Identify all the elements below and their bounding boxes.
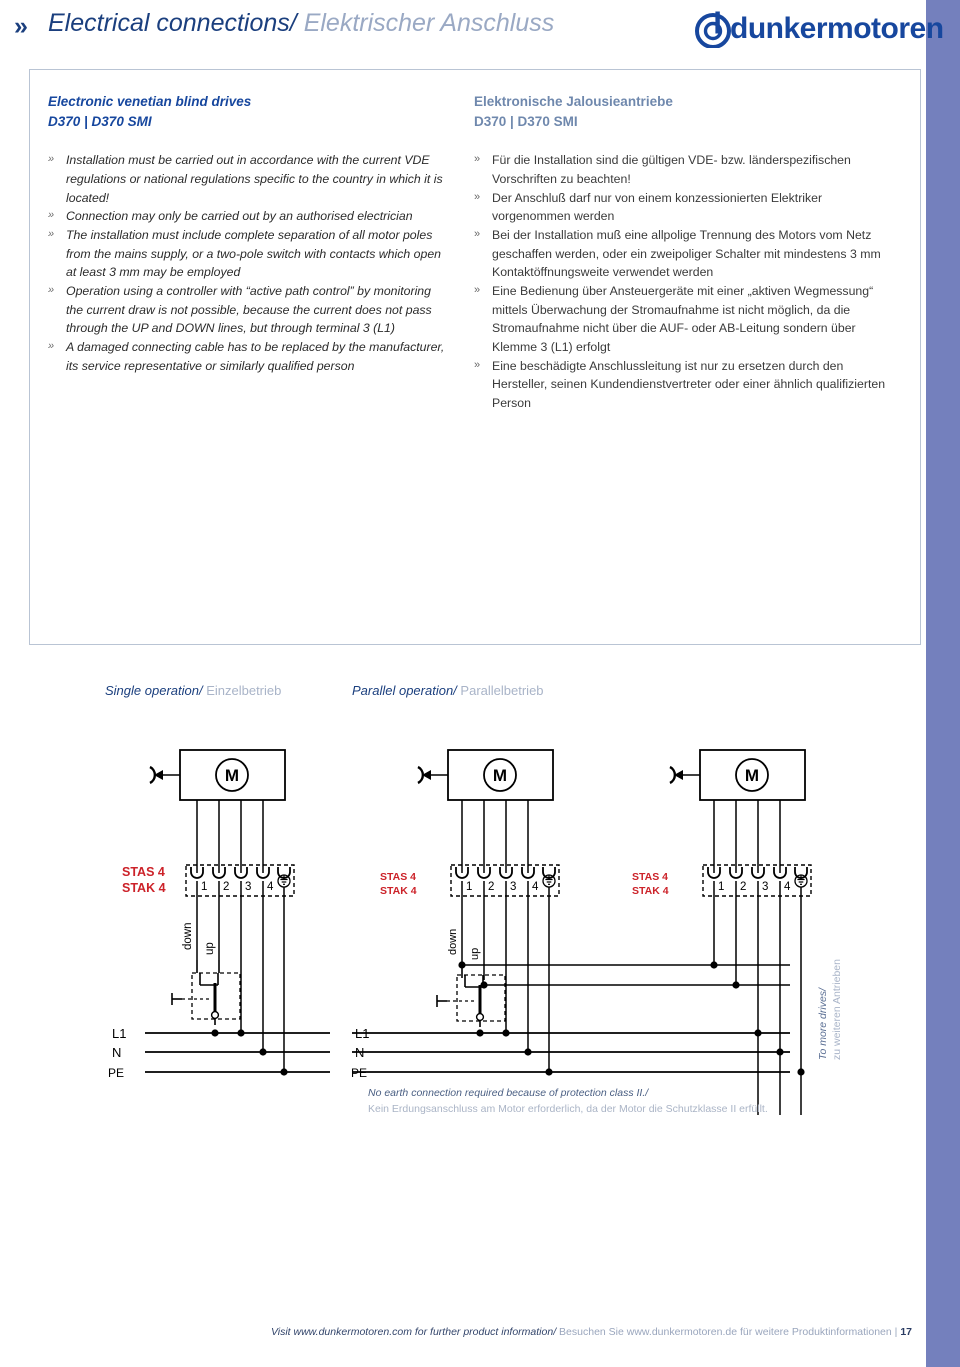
page-number: 17 [900, 1326, 912, 1338]
page-title [48, 8, 554, 38]
terminal-number-1: 1 [201, 881, 208, 893]
svg-text:STAK 4: STAK 4 [632, 885, 669, 897]
instructions-panel [29, 69, 921, 645]
dunkermotoren-logo [694, 9, 944, 49]
wiring-diagram: M 1 2 3 4 STAS 4 STAK 4 down up L1 N PE 1 2 3 4 STAS 4 STAK 4 down up L1 N PE 1 2 3 4 STAS 4 STAK 4 To more drives/ zu weiteren Antrieben [0, 660, 926, 1130]
svg-text:1: 1 [718, 881, 725, 893]
double-chevron-right-icon: » [14, 12, 25, 40]
diagram-footnote-de: Kein Erdungsanschluss am Motor erforderlich, da der Motor die Schutzklasse II erfüllt. [368, 1102, 768, 1115]
list-item [474, 189, 894, 226]
more-drives-label-de: zu weiteren Antrieben [831, 959, 843, 1060]
bullet-marker-icon: » [48, 227, 55, 240]
terminal-number-2: 2 [223, 881, 230, 893]
bullet-marker-icon: » [48, 283, 55, 296]
page-footer [0, 1326, 926, 1338]
list-item [474, 282, 894, 357]
list-item [48, 207, 448, 226]
english-bullet-list [48, 151, 448, 375]
svg-text:N: N [355, 1045, 365, 1060]
svg-text:4: 4 [784, 881, 791, 893]
logo-wordmark: dunkermotoren [730, 12, 944, 45]
bullet-marker-icon: » [48, 153, 55, 166]
more-drives-label-en: To more drives/ [817, 988, 829, 1060]
dunker-d-circle-icon [694, 10, 732, 48]
list-item-text: Installation must be carried out in accordance with the current VDE regulations or national regulations specific to the country in which it is located! [66, 153, 443, 205]
caption-parallel-operation-de: Parallelbetrieb [460, 683, 544, 698]
connector-label-stas: STAS 4 [122, 865, 165, 879]
caption-single-operation-de: Einzelbetrieb [206, 683, 282, 698]
svg-text:4: 4 [532, 881, 539, 893]
svg-text:STAS 4: STAS 4 [632, 871, 668, 883]
list-item-text: Operation using a controller with “active path control” by monitoring the current draw is not possible, because the current does not pass through the UP and DOWN lines, but through terminal 3 (L1) [66, 283, 432, 336]
list-item [48, 151, 448, 207]
caption-single-operation-en: Single operation/ [105, 683, 203, 698]
list-item [474, 151, 894, 188]
list-item-text: Connection may only be carried out by an authorised electrician [66, 209, 413, 224]
svg-text:L1: L1 [355, 1026, 370, 1041]
svg-text:STAK 4: STAK 4 [380, 885, 417, 897]
terminal-number-4: 4 [267, 881, 274, 893]
page-title-de: Elektrischer Anschluss [303, 9, 555, 37]
list-item [48, 282, 448, 338]
right-edge-decorative-bar [926, 0, 960, 1367]
svg-text:down: down [447, 928, 459, 955]
svg-text:up: up [469, 947, 481, 960]
parallel-operation-circuit-drive-b [632, 750, 811, 1115]
terminal-number-3: 3 [245, 881, 252, 893]
diagram-footnote [368, 1086, 768, 1118]
svg-text:2: 2 [488, 881, 495, 893]
diagram-footnote-en: No earth connection required because of protection class II./ [368, 1087, 649, 1099]
german-heading-line2: D370 | D370 SMI [474, 113, 578, 129]
german-bullet-list [474, 151, 894, 413]
english-heading-line2: D370 | D370 SMI [48, 113, 152, 129]
bus-label-l1: L1 [112, 1026, 127, 1041]
list-item-text: Eine beschädigte Anschlussleitung ist nur zu ersetzen durch den Hersteller, seinen Kundendienstvertreter oder einer ähnlich qualifizierten Person [492, 358, 886, 411]
german-section-heading [474, 92, 894, 131]
svg-text:3: 3 [510, 881, 517, 893]
instructions-column-german [474, 92, 894, 413]
footer-text-en: Visit www.dunkermotoren.com for further product information/ [270, 1326, 557, 1338]
bullet-marker-icon: » [474, 283, 481, 296]
bullet-marker-icon: » [48, 209, 55, 222]
wire-label-up: up [204, 942, 216, 955]
list-item-text: A damaged connecting cable has to be replaced by the manufacturer, its service representative or similarly qualified person [66, 340, 445, 373]
german-heading-line1: Elektronische Jalousieantriebe [474, 94, 673, 109]
bullet-marker-icon: » [474, 153, 481, 166]
list-item [474, 226, 894, 282]
svg-text:2: 2 [740, 881, 747, 893]
wire-label-down: down [182, 922, 194, 950]
english-heading-line1: Electronic venetian blind drives [48, 94, 252, 109]
svg-text:STAS 4: STAS 4 [380, 871, 416, 883]
list-item-text: Bei der Installation muß eine allpolige Trennung des Motors vom Netz geschaffen werden, oder ein zweipoliger Schalter mit mindestens 3 mm Kontaktöffnungsweite verwendet werden [492, 227, 881, 280]
svg-text:PE: PE [351, 1066, 368, 1080]
list-item [474, 357, 894, 413]
bullet-marker-icon: » [474, 358, 481, 371]
list-item-text: Für die Installation sind die gültigen VDE- bzw. länderspezifischen Vorschriften zu beachten! [492, 153, 851, 186]
page-header [0, 0, 944, 58]
caption-parallel-operation-en: Parallel operation/ [352, 683, 457, 698]
list-item [48, 338, 448, 375]
list-item-text: Der Anschluß darf nur von einem konzessionierten Elektriker vorgenommen werden [492, 190, 823, 224]
footer-text-de: Besuchen Sie www.dunkermotoren.de für weitere Produktinformationen [559, 1326, 892, 1338]
page-title-en: Electrical connections/ [48, 9, 297, 37]
bullet-marker-icon: » [474, 190, 481, 203]
list-item-text: The installation must include complete separation of all motor poles from the mains supply, or a two-pole switch with contacts which open at least 3 mm may be employed [66, 227, 441, 280]
instructions-column-english [48, 92, 448, 375]
list-item [48, 226, 448, 282]
footer-separator: | [894, 1326, 898, 1338]
svg-text:1: 1 [466, 881, 473, 893]
bullet-marker-icon: » [474, 227, 481, 240]
svg-text:3: 3 [762, 881, 769, 893]
english-section-heading [48, 92, 448, 131]
single-operation-circuit [108, 750, 330, 1080]
bus-label-n: N [112, 1045, 122, 1060]
list-item-text: Eine Bedienung über Ansteuergeräte mit einer „aktiven Wegmessung“ mittels Überwachung der Stromaufnahme ist nicht möglich, da die Stromaufnahme nicht über die AUF- oder AB-Leitung sondern über Klemme 3 (L1) erfolgt [492, 283, 874, 354]
connector-label-stak: STAK 4 [122, 881, 166, 895]
bus-label-pe: PE [108, 1066, 125, 1080]
bullet-marker-icon: » [48, 340, 55, 352]
